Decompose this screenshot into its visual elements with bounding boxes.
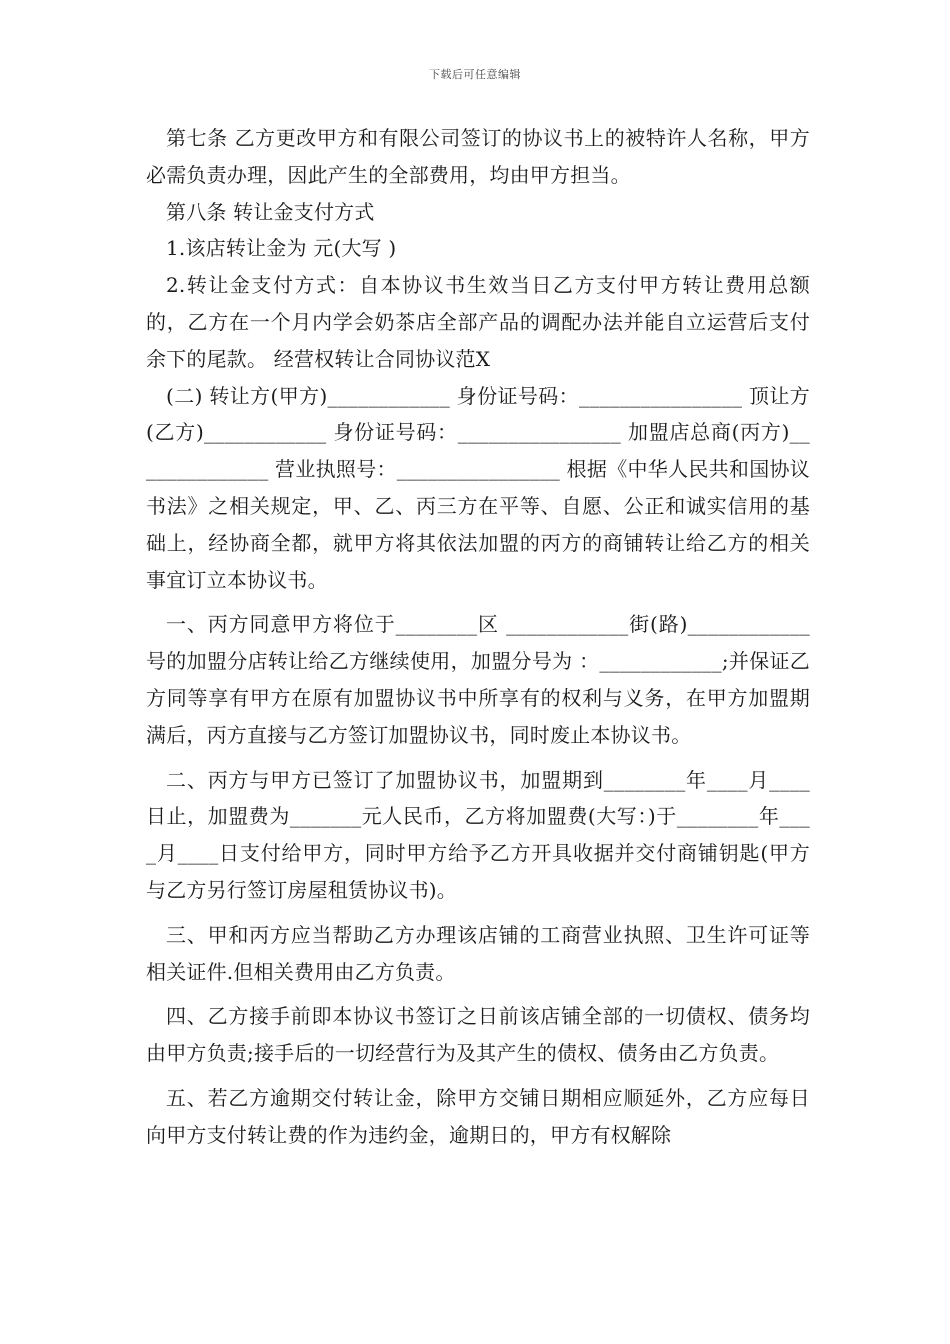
clause-2-paragraph: 二、丙方与甲方已签订了加盟协议书，加盟期到________年____月____日止，加盟费为_______元人民币，乙方将加盟费(大写：)于________年____月____日支付给甲方，同时甲方给予乙方开具收据并交付商铺钥匙(甲方与乙方另行签订房屋租赁协议书)。 <box>146 767 810 902</box>
clause-1-paragraph: 一、丙方同意甲方将位于________区 ____________街(路)____________号的加盟分店转让给乙方继续使用，加盟分号为 ：____________;并保证乙方同等享有甲方在原有加盟协议书中所享有的权利与义务，在甲方加盟期满后，丙方直接与乙方签订加盟协议书，同时废止本协议书。 <box>146 612 810 747</box>
clause-3-paragraph: 三、甲和丙方应当帮助乙方办理该店铺的工商营业执照、卫生许可证等相关证件.但相关费用由乙方负责。 <box>146 922 810 984</box>
clause-5-paragraph: 五、若乙方逾期交付转让金，除甲方交铺日期相应顺延外，乙方应每日向甲方支付转让费的作为违约金，逾期日的，甲方有权解除 <box>146 1085 810 1147</box>
transfer-fee-amount-paragraph: 1.该店转让金为 元(大写 ) <box>166 236 397 261</box>
clause-4-paragraph: 四、乙方接手前即本协议书签订之日前该店铺全部的一切债权、债务均由甲方负责;接手后的一切经营行为及其产生的债权、债务由乙方负责。 <box>146 1004 810 1066</box>
article-8-heading: 第八条 转让金支付方式 <box>166 199 375 224</box>
document-body <box>146 120 810 1154</box>
payment-method-paragraph: 2.转让金支付方式：自本协议书生效当日乙方支付甲方转让费用总额的，乙方在一个月内学会奶茶店全部产品的调配办法并能自立运营后支付余下的尾款。 经营权转让合同协议范X <box>146 273 810 371</box>
parties-intro-paragraph: (二) 转让方(甲方)____________ 身份证号码：________________ 顶让方(乙方)____________ 身份证号码：________________ 加盟店总商(丙方)______________ 营业执照号：________________ 根据《中华人民共和国协议书法》之相关规定，甲、乙、丙三方在平等、自愿、公正和诚实信用的基础上，经协商全都，就甲方将其依法加盟的丙方的商铺转让给乙方的相关事宜订立本协议书。 <box>146 383 810 592</box>
page-header-note: 下载后可任意编辑 <box>429 68 521 81</box>
article-7-paragraph: 第七条 乙方更改甲方和有限公司签订的协议书上的被特许人名称，甲方必需负责办理，因此产生的全部费用，均由甲方担当。 <box>146 126 810 187</box>
